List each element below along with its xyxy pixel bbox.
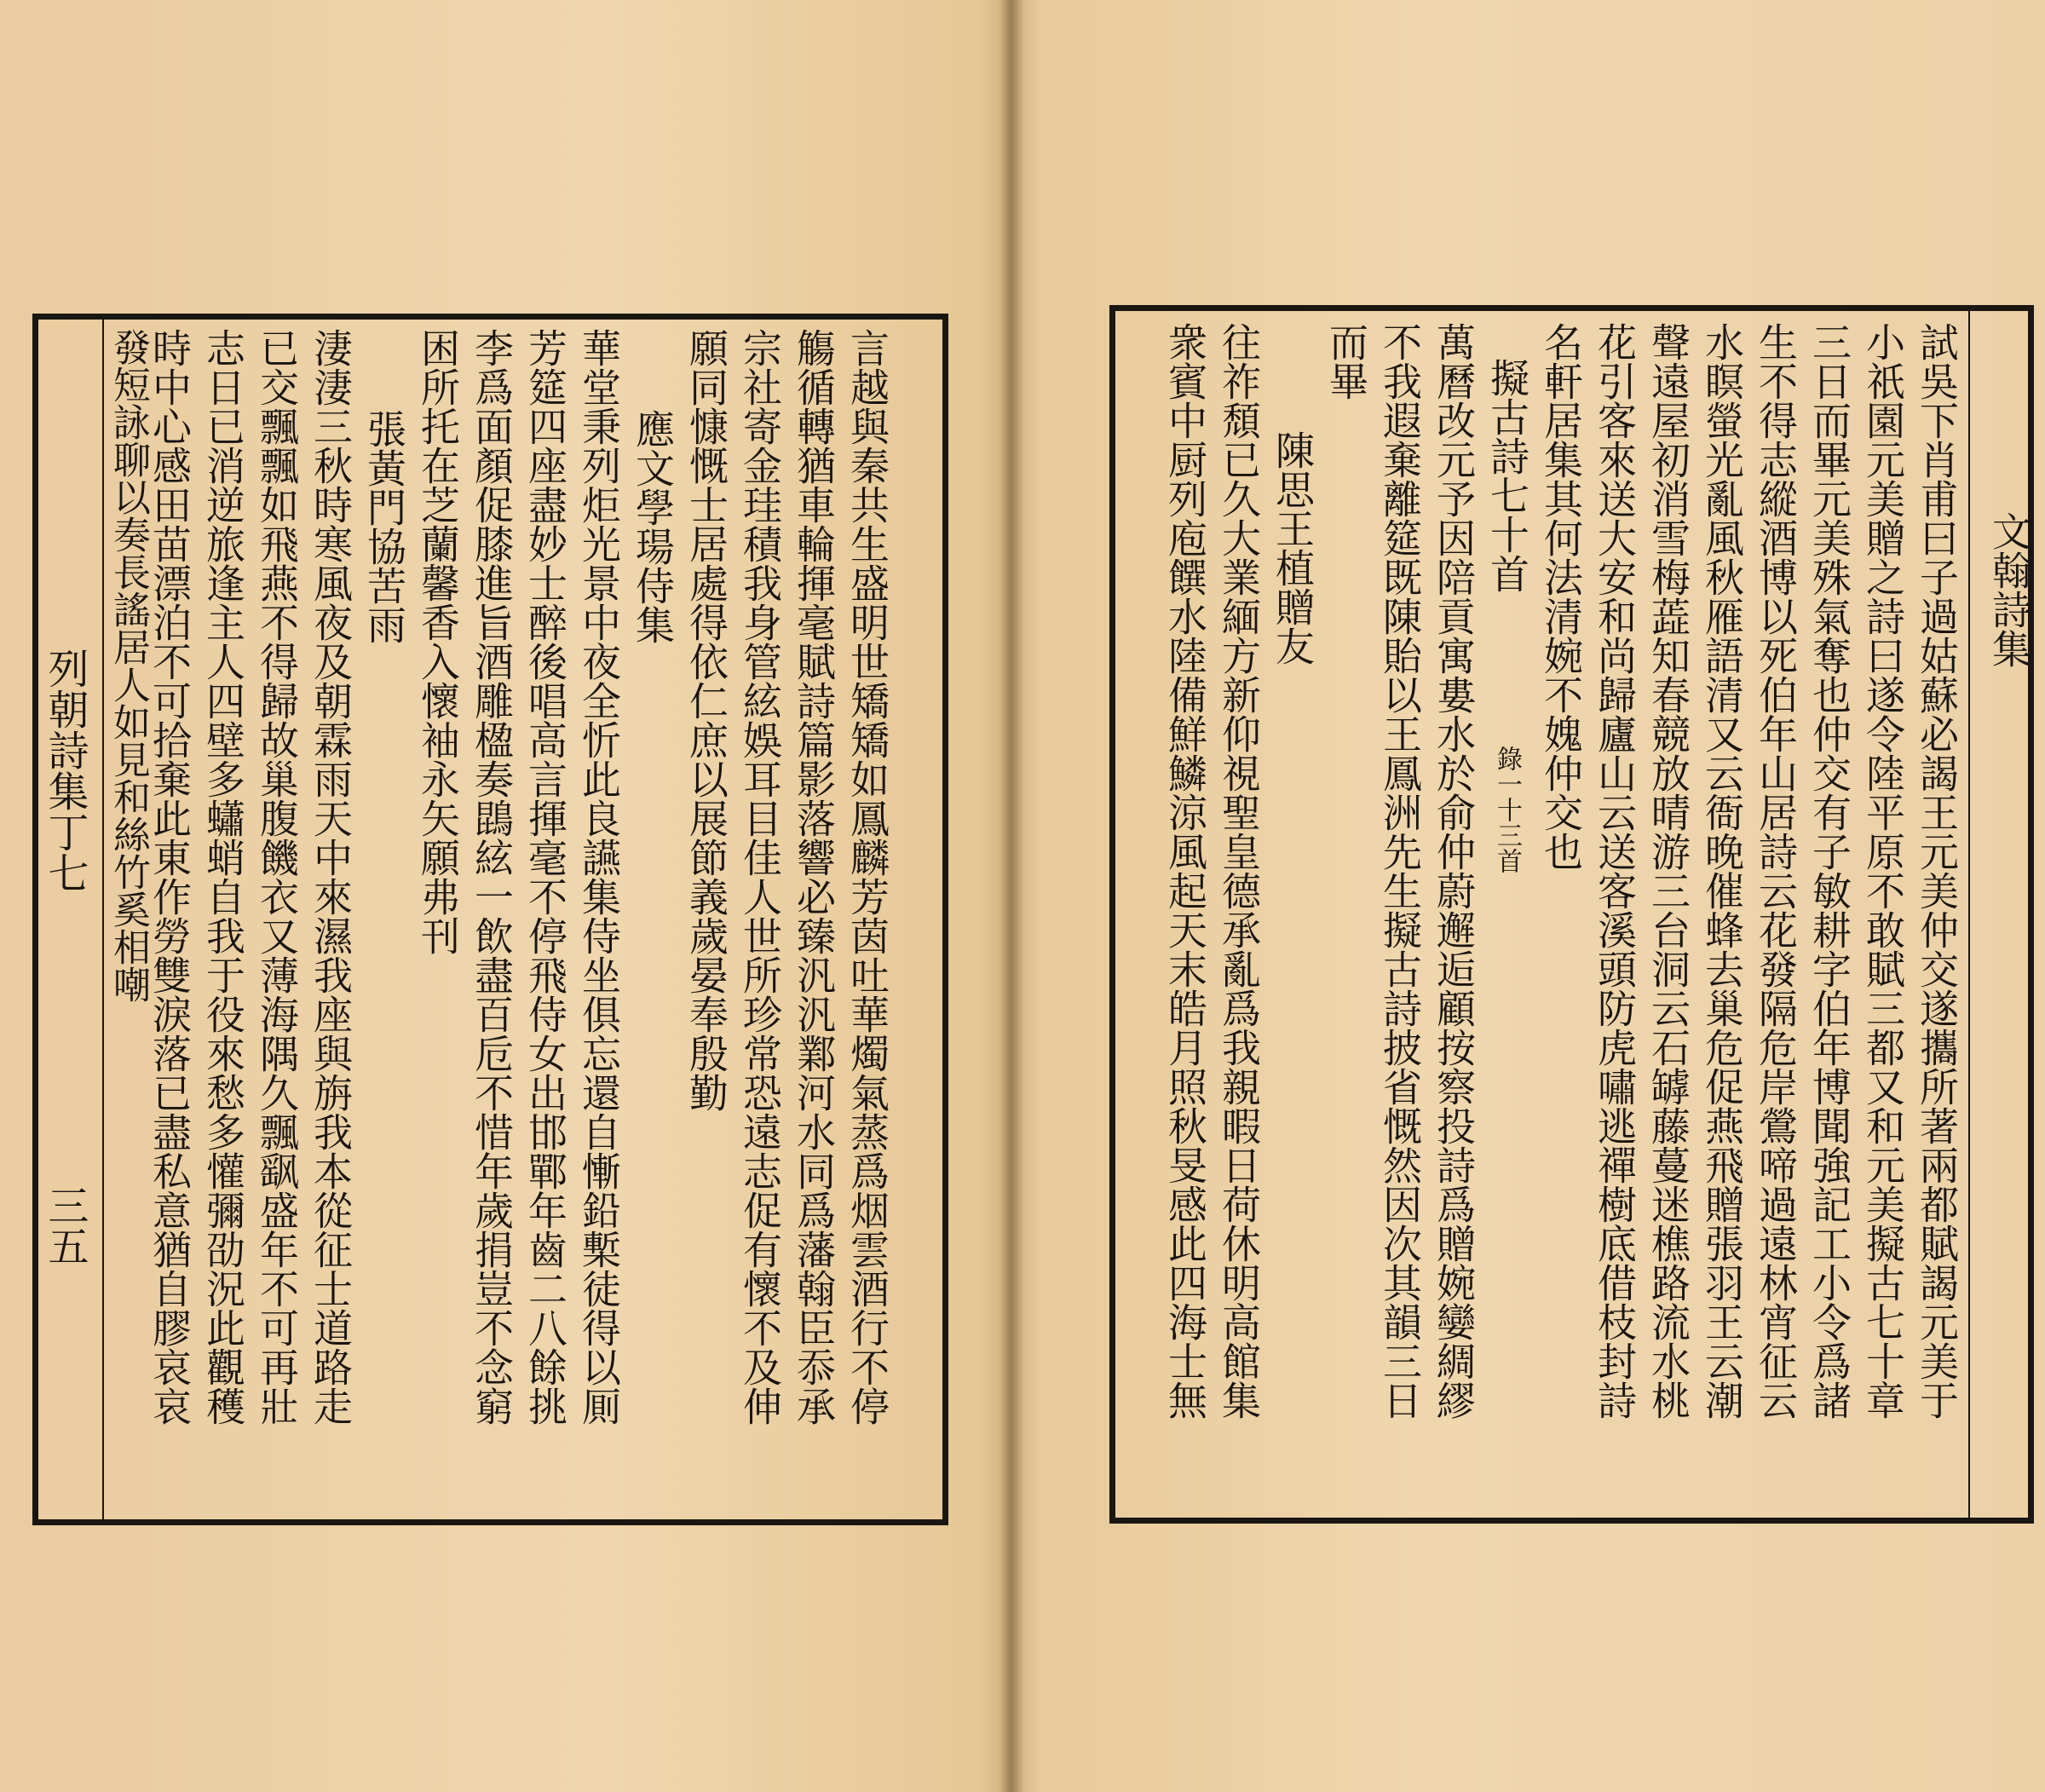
text-column: 往祚頹已久大業緬方新仰視聖皇德承亂爲我親暇日荷休明高館集: [1216, 322, 1262, 1420]
text-column: 李爲面顏促膝進旨酒雕楹奏鵾絃一飲盡百卮不惜年歲捐豈不念窮: [469, 328, 515, 1426]
text-column: 生不得志縱酒博以死伯年山居詩云花發隔危岸鶯啼過遠林宵征云: [1753, 322, 1799, 1420]
text-column: 衆賓中厨列庖饌水陸備鮮鱗涼風起天末皓月照秋旻感此四海士無: [1162, 322, 1208, 1420]
text-column: 華堂秉列炬光景中夜全忻此良讌集侍坐俱忘還自慚鉛槧徒得以厠: [576, 328, 622, 1426]
text-column: 志日已消逆旅逢主人四壁多蠨蛸自我于役來愁多懽彌劭況此觀穫: [200, 328, 246, 1426]
right-margin-label: 文翰詩集: [1986, 511, 2032, 668]
text-column: 小祇園元美贈之詩曰遂令陸平原不敢賦三都又和元美擬古七十章: [1860, 322, 1906, 1420]
poem-title: 擬古詩七十首: [1484, 358, 1530, 593]
text-column: 宗社寄金珪積我身管絃娛耳目佳人世所珍常恐遠志促有懷不及伸: [737, 328, 783, 1426]
book-spine: [999, 0, 1024, 1792]
text-column: 困所托在芝蘭馨香入懷袖永矢願弗刊: [415, 328, 461, 955]
text-column: 淒淒三秋時寒風夜及朝霖雨天中來濕我座與旃我本從征士道路走: [308, 328, 354, 1426]
poem-title: 陳思王植贈友: [1270, 430, 1316, 666]
left-page: [0, 0, 1010, 1792]
text-column: 試吳下肖甫曰子過姑蘇必謁王元美仲交遂攜所著兩都賦謁元美于: [1914, 322, 1960, 1420]
text-column: 不我遐棄離筵既陳貽以王鳳洲先生擬古詩披省慨然因次其韻三日: [1377, 322, 1423, 1420]
text-column: 時中心感田苗漂泊不可拾棄此東作勞雙淚落已盡私意猶自膠哀哀: [147, 328, 193, 1426]
text-column: 觴循轉猶車輪揮毫賦詩篇影落響必臻汎汎鄴河水同爲藩翰臣忝承: [791, 328, 837, 1426]
text-column: 發短詠聊以奏長謠居人如見和絲竹奚相嘲: [107, 328, 150, 1003]
poem-title: 應文學瑒侍集: [630, 409, 676, 644]
poem-note: 錄一十三首: [1492, 746, 1522, 873]
text-column: 已交飄飄如飛燕不得歸故巢腹饑衣又薄海隅久飄飖盛年不可再壯: [254, 328, 300, 1426]
text-column: 芳筵四座盡妙士醉後唱高言揮毫不停飛侍女出邯鄲年齒二八餘挑: [522, 328, 568, 1426]
text-column: 花引客來送大安和尚歸廬山云送客溪頭防虎嘯逃禪樹底借枝封詩: [1592, 322, 1638, 1420]
text-column: 名軒居集其何法清婉不媿仲交也: [1538, 322, 1584, 871]
text-column: 水瞑螢光亂風秋雁語清又云衙晚催蜂去巢危促燕飛贈張羽王云潮: [1699, 322, 1745, 1420]
text-column: 三日而畢元美殊氣奪也仲交有子敏耕字伯年博聞強記工小令爲諸: [1806, 322, 1852, 1420]
text-column: 言越與秦共生盛明世矯矯如鳳麟芳茵吐華燭氣蒸爲烟雲酒行不停: [844, 328, 890, 1426]
text-column: 願同慷慨士居處得依仁庶以展節義歲晏奉殷勤: [683, 328, 729, 1112]
poem-title: 張黃門協苦雨: [361, 409, 407, 644]
left-folio-number: 三五: [41, 1184, 89, 1266]
left-margin-label: 列朝詩集丁七: [41, 648, 89, 893]
text-column: 萬曆改元予因陪貢寓婁水於俞仲蔚邂逅顧按察投詩爲贈婉孌綢繆: [1431, 322, 1477, 1420]
right-page: [1010, 0, 2045, 1792]
text-column: 而畢: [1323, 322, 1369, 400]
text-column: 聲遠屋初消雪梅蕋知春競放晴游三台洞云石罅藤蔓迷樵路流水桃: [1645, 322, 1691, 1420]
